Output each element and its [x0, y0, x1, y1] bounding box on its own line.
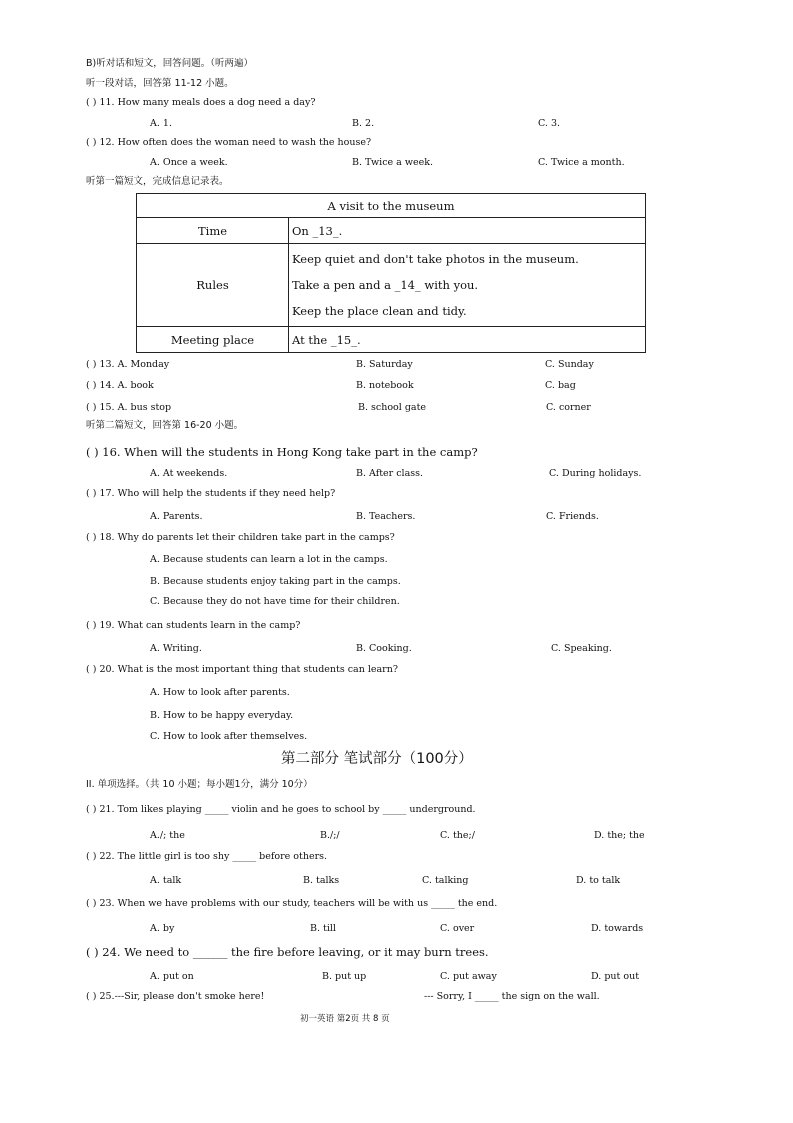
q20-option-b: B. How to be happy everyday.	[150, 710, 294, 721]
q24-option-a: A. put on	[150, 971, 194, 982]
time-value: On _13_.	[289, 218, 646, 244]
answer-paren[interactable]: ( )	[86, 664, 97, 675]
q17-option-c: C. Friends.	[546, 511, 599, 522]
q23-option-c: C. over	[440, 923, 475, 934]
q20-option-a: A. How to look after parents.	[150, 687, 290, 698]
answer-paren[interactable]: ( )	[86, 359, 97, 370]
question-text: 14. A. book	[99, 380, 154, 391]
question-text: 16. When will the students in Hong Kong take part in the camp?	[102, 445, 478, 459]
question-text: 21. Tom likes playing _____ violin and he goes to school by _____ underground.	[99, 804, 476, 815]
q12-option-b: B. Twice a week.	[352, 157, 433, 168]
q20-option-c: C. How to look after themselves.	[150, 731, 308, 742]
q14-option-b: B. notebook	[356, 380, 414, 391]
q18-option-c: C. Because they do not have time for their children.	[150, 596, 400, 607]
rules-label: Rules	[137, 244, 289, 327]
answer-paren[interactable]: ( )	[86, 851, 97, 862]
q22-option-c: C. talking	[422, 875, 469, 886]
question-16	[86, 446, 478, 458]
question-20	[86, 664, 398, 676]
answer-paren[interactable]: ( )	[86, 532, 97, 543]
q15-option-b: B. school gate	[358, 402, 427, 413]
q17-option-b: B. Teachers.	[356, 511, 416, 522]
q22-option-b: B. talks	[303, 875, 340, 886]
answer-paren[interactable]: ( )	[86, 488, 97, 499]
question-25	[86, 991, 264, 1003]
question-13	[86, 359, 169, 371]
q21-option-d: D. the; the	[594, 830, 645, 841]
question-17	[86, 488, 335, 500]
q19-option-b: B. Cooking.	[356, 643, 412, 654]
question-text: 15. A. bus stop	[99, 402, 172, 413]
rule-1: Keep quiet and don't take photos in the museum.	[292, 252, 579, 266]
q19-option-c: C. Speaking.	[551, 643, 612, 654]
answer-paren[interactable]: ( )	[86, 402, 97, 413]
rule-3: Keep the place clean and tidy.	[292, 304, 467, 318]
q15-option-c: C. corner	[546, 402, 591, 413]
rule-2: Take a pen and a _14_ with you.	[292, 278, 479, 292]
answer-paren[interactable]: ( )	[86, 991, 97, 1002]
question-text: 24. We need to ______ the fire before leaving, or it may burn trees.	[102, 945, 489, 959]
question-12	[86, 137, 371, 149]
answer-paren[interactable]: ( )	[86, 445, 99, 459]
answer-paren[interactable]: ( )	[86, 945, 99, 959]
q12-option-c: C. Twice a month.	[538, 157, 625, 168]
museum-info-table	[136, 193, 646, 353]
passage2-intro: 听第二篇短文，回答第 16-20 小题。	[86, 420, 244, 431]
question-19	[86, 620, 300, 632]
q25-reply: --- Sorry, I _____ the sign on the wall.	[424, 991, 600, 1002]
q11-option-b: B. 2.	[352, 118, 375, 129]
dialog-intro: 听一段对话，回答第 11-12 小题。	[86, 78, 234, 89]
q16-option-b: B. After class.	[356, 468, 424, 479]
q16-option-c: C. During holidays.	[549, 468, 642, 479]
question-text: 18. Why do parents let their children take part in the camps?	[99, 532, 395, 543]
q21-option-a: A./; the	[150, 830, 185, 841]
question-23	[86, 898, 497, 910]
answer-paren[interactable]: ( )	[86, 898, 97, 909]
q13-option-c: C. Sunday	[545, 359, 594, 370]
question-text: 13. A. Monday	[99, 359, 170, 370]
question-14	[86, 380, 154, 392]
q12-option-a: A. Once a week.	[150, 157, 228, 168]
q23-option-d: D. towards	[591, 923, 644, 934]
passage1-intro: 听第一篇短文，完成信息记录表。	[86, 176, 229, 187]
q18-option-a: A. Because students can learn a lot in the camps.	[150, 554, 388, 565]
question-text: 22. The little girl is too shy _____ before others.	[99, 851, 328, 862]
question-24	[86, 946, 489, 958]
table-title: A visit to the museum	[137, 194, 646, 218]
q18-option-b: B. Because students enjoy taking part in the camps.	[150, 576, 401, 587]
part2-title: 第二部分 笔试部分（100分）	[281, 751, 473, 767]
q24-option-d: D. put out	[591, 971, 640, 982]
question-text: 12. How often does the woman need to wash the house?	[99, 137, 372, 148]
answer-paren[interactable]: ( )	[86, 137, 97, 148]
answer-paren[interactable]: ( )	[86, 97, 97, 108]
time-label: Time	[137, 218, 289, 244]
question-18	[86, 532, 395, 544]
q21-option-b: B./;/	[320, 830, 340, 841]
q11-option-c: C. 3.	[538, 118, 561, 129]
question-text: 23. When we have problems with our study, teachers will be with us _____ the end.	[99, 898, 498, 909]
answer-paren[interactable]: ( )	[86, 804, 97, 815]
question-11	[86, 97, 315, 109]
meeting-label: Meeting place	[137, 327, 289, 353]
q22-option-d: D. to talk	[576, 875, 621, 886]
q24-option-b: B. put up	[322, 971, 367, 982]
q24-option-c: C. put away	[440, 971, 497, 982]
question-text: 19. What can students learn in the camp?	[99, 620, 301, 631]
page-footer: 初一英语 第2页 共 8 页	[300, 1014, 390, 1024]
section-b-heading: B)听对话和短文，回答问题。（听两遍）	[86, 58, 253, 69]
q23-option-a: A. by	[150, 923, 175, 934]
question-text: 25.---Sir, please don't smoke here!	[99, 991, 265, 1002]
question-22	[86, 851, 327, 863]
question-text: 11. How many meals does a dog need a day?	[99, 97, 316, 108]
question-15	[86, 402, 171, 414]
answer-paren[interactable]: ( )	[86, 620, 97, 631]
meeting-value: At the _15_.	[289, 327, 646, 353]
q14-option-c: C. bag	[545, 380, 576, 391]
answer-paren[interactable]: ( )	[86, 380, 97, 391]
q16-option-a: A. At weekends.	[150, 468, 228, 479]
section-ii-heading: II. 单项选择。（共 10 小题；每小题1分，满分 10分）	[86, 779, 313, 790]
q21-option-c: C. the;/	[440, 830, 475, 841]
q23-option-b: B. till	[310, 923, 336, 934]
q17-option-a: A. Parents.	[150, 511, 203, 522]
question-text: 20. What is the most important thing that students can learn?	[99, 664, 398, 675]
question-text: 17. Who will help the students if they need help?	[99, 488, 336, 499]
q11-option-a: A. 1.	[150, 118, 172, 129]
q19-option-a: A. Writing.	[150, 643, 202, 654]
q22-option-a: A. talk	[150, 875, 182, 886]
q13-option-b: B. Saturday	[356, 359, 413, 370]
question-21	[86, 804, 476, 816]
